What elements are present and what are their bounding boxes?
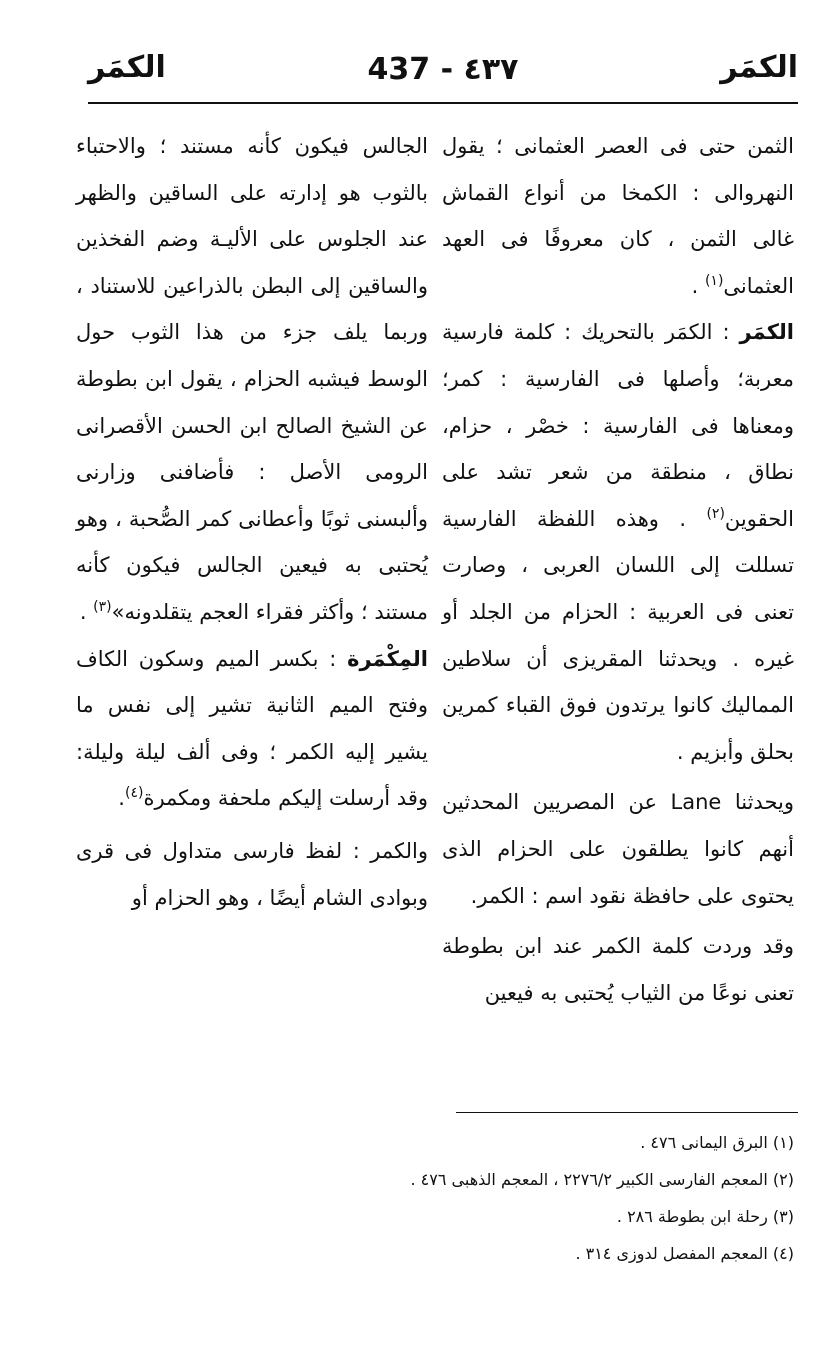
left-column: [76, 123, 428, 921]
paragraph: ويحدثنا Lane عن المصريين المحدثين أنهم كانوا يطلقون على الحزام الذى يحتوى على حافظة نقود اسم : الكمر.: [442, 790, 794, 908]
paragraph-text: .: [118, 786, 125, 811]
entry-term: الكمَر: [739, 320, 794, 345]
footnote-ref: (٤): [124, 785, 144, 802]
running-head-right: الكمَر: [720, 50, 798, 85]
paragraph-text: الجالس فيكون كأنه مستند ؛ والاحتباء بالثوب هو إدارته على الساقين والظهر عند الجلوس على الأليـة وضم الفخذين والساقين إلى البطن بالذراعين للاستناد ، وربما يلف جزء من هذا الثوب حول الوسط فيشبه الحزام ، يقول ابن بطوطة عن الشيخ الصالح ابن الحسن الأقصرانى الرومى الأصل : فأضافنى وزارنى وألبسنى ثوبًا وأعطانى كمر الصُّحبة ، وهو يُحتبى به فيعين الجالس فيكون كأنه مستند ؛ وأكثر فقراء العجم يتقلدونه»: [76, 134, 428, 624]
paragraph: والكمر : لفظ فارسى متداول فى قرى وبوادى الشام أيضًا ، وهو الحزام أو: [76, 838, 428, 910]
entry-kamar: [442, 309, 794, 775]
footnote-ref: (١): [704, 272, 724, 289]
paragraph: [442, 123, 794, 309]
paragraph-text: : الكمَر بالتحريك : كلمة فارسية معربة؛ وأصلها فى الفارسية : كمر؛ ومعناها فى الفارسية : خصْر ، حزام، نطاق ، منطقة من شعر تشد على الحقوين: [442, 320, 794, 531]
paragraph-text: .: [79, 599, 94, 624]
footnotes: [94, 1124, 794, 1272]
footnote-3: (٣) رحلة ابن بطوطة ٢٨٦ .: [616, 1207, 794, 1226]
footnote-1: (١) البرق اليمانى ٤٧٦ .: [640, 1133, 794, 1152]
footnote-ref: (٣): [93, 598, 112, 615]
paragraph-text: : بكسر الميم وسكون الكاف وفتح الميم الثانية تشير إلى نفس ما يشير إليه الكمر ؛ وفى ألف ليلة وليلة: وقد أرسلت إليكم ملحفة ومكمرة: [76, 646, 428, 811]
footnote-2: (٢) المعجم الفارسى الكبير ٢٢٧٦/٢ ، المعجم الذهبى ٤٧٦ .: [410, 1170, 794, 1189]
paragraph-text: .: [691, 273, 705, 298]
footnote-ref: (٢): [706, 505, 725, 522]
page-header: [88, 44, 798, 102]
running-head-left: الكمَر: [88, 50, 166, 85]
paragraph-text: . وهذه اللفظة الفارسية تسللت إلى اللسان العربى ، وصارت تعنى فى العربية : الحزام من الجلد أو غيره . ويحدثنا المقريزى أن سلاطين المماليك كانوا يرتدون فوق القباء كمرين بحلق وأبزيم .: [442, 506, 794, 764]
paragraph: وقد وردت كلمة الكمر عند ابن بطوطة تعنى نوعًا من الثياب يُحتبى به فيعين: [442, 934, 794, 1005]
paragraph: [76, 123, 428, 636]
entry-mikmara: [76, 636, 428, 822]
footnote-rule: [456, 1112, 798, 1113]
entry-term: المِكْمَرة: [347, 646, 428, 671]
header-rule: [88, 102, 798, 104]
paragraph-text: الثمن حتى فى العصر العثمانى ؛ يقول النهروالى : الكمخا من أنواع القماش غالى الثمن ، كان معروفًا فى العهد العثمانى: [442, 134, 794, 298]
page-number: 437 - ٤٣٧: [367, 52, 519, 87]
footnote-4: (٤) المعجم المفصل لدوزى ٣١٤ .: [575, 1244, 794, 1263]
right-column: [442, 123, 794, 1016]
